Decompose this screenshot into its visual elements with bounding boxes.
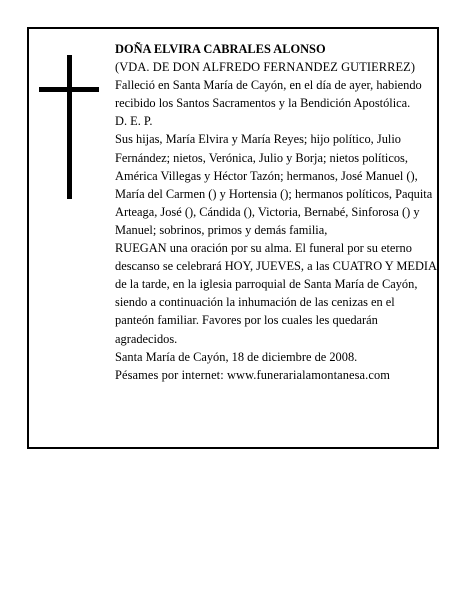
cross-icon [39,55,99,199]
death-notice-paragraph: Falleció en Santa María de Cayón, en el día de ayer, habiendo recibido los Santos Sacramentos y la Bendición Apostólica. [115,78,422,111]
place-date-line: Santa María de Cayón, 18 de diciembre de 2008. [115,349,358,364]
cross-vertical-bar [67,55,72,199]
widow-of-line: (VDA. DE DON ALFREDO FERNANDEZ GUTIERREZ) [115,60,416,75]
dep-line: D. E. P. [115,114,153,129]
family-paragraph: Sus hijas, María Elvira y María Reyes; hijo político, Julio Fernández; nietos, Verónica, Julio y Borja; nietos políticos, América Villegas y Héctor Tazón; hermanos, José Manuel (), María del Carmen () y Hortensia (); hermanos políticos, Paquita Arteaga, José (), Cándida (), Victoria, Bernabé, Sinforosa () y Manuel; sobrinos, primos y demás familia, [115,132,433,237]
website-line: Pésames por internet: www.funerarialamontanesa.com [115,367,390,382]
request-paragraph: RUEGAN una oración por su alma. El funeral por su eterno descanso se celebrará HOY, JUEVES, a las CUATRO Y MEDIA de la tarde, en la iglesia parroquial de Santa María de Cayón, siendo a continuación la inhumación de las cenizas en el panteón familiar. Favores por los cuales les quedarán agradecidos. [115,241,437,346]
obituary-notice [27,27,439,449]
cross-horizontal-bar [39,87,99,92]
obituary-text [115,40,437,384]
deceased-name: DOÑA ELVIRA CABRALES ALONSO [115,42,326,56]
